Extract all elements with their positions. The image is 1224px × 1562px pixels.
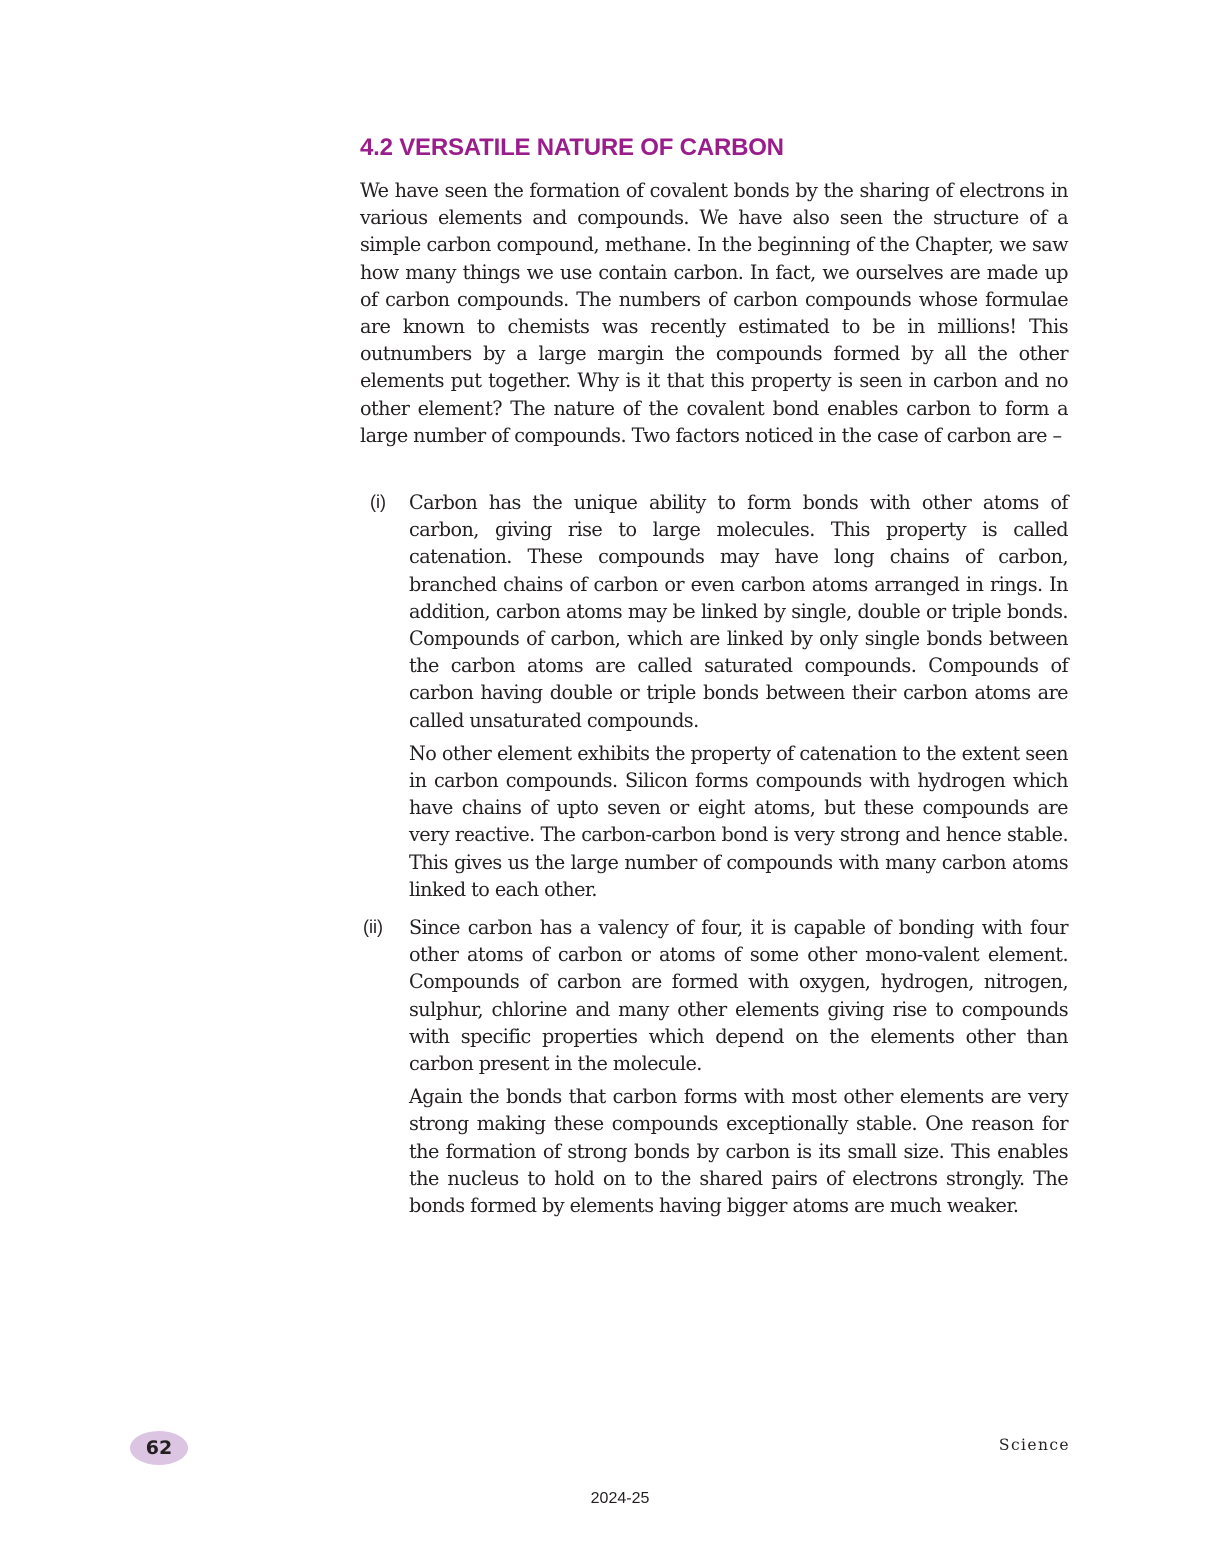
page-number: 62 [145, 1437, 173, 1459]
factor-body [409, 914, 1068, 1219]
factor-item-ii [360, 914, 1068, 1219]
page-number-badge [130, 1431, 188, 1465]
section-heading: 4.2 VERSATILE NATURE OF CARBON [360, 134, 784, 161]
factor-body [409, 489, 1068, 903]
list-marker: (i) [370, 492, 386, 512]
factor-paragraph: No other element exhibits the property of catenation to the extent seen in carbon compounds. Silicon forms compounds with hydrogen which have chains of upto seven or eight atoms, but these compounds are very reactive. The carbon-carbon bond is very strong and hence stable. This gives us the large number of compounds with many carbon atoms linked to each other. [409, 741, 1068, 901]
factor-paragraph: Since carbon has a valency of four, it is capable of bonding with four other atoms of carbon or atoms of some other mono-valent element. Compounds of carbon are formed with oxygen, hydrogen, nitrogen, sulphur, chlorine and many other elements giving rise to compounds with specific properties which depend on the elements other than carbon present in the molecule. [409, 916, 1068, 1076]
intro-paragraph: We have seen the formation of covalent bonds by the sharing of electrons in various elements and compounds. We have also seen the structure of a simple carbon compound, methane. In the beginning of the Chapter, we saw how many things we use contain carbon. In fact, we ourselves are made up of carbon compounds. The numbers of carbon compounds whose formulae are known to chemists was recently estimated to be in millions! This outnumbers by a large margin the compounds formed by all the other elements put together. Why is it that this property is seen in carbon and no other element? The nature of the covalent bond enables carbon to form a large number of compounds. Two factors noticed in the case of carbon are – [360, 179, 1068, 447]
factor-paragraph: Again the bonds that carbon forms with most other elements are very strong making these compounds exceptionally stable. One reason for the formation of strong bonds by carbon is its small size. This enables the nucleus to hold on to the shared pairs of electrons strongly. The bonds formed by elements having bigger atoms are much weaker. [409, 1085, 1068, 1218]
list-marker: (ii) [363, 917, 383, 937]
factor-item-i [360, 489, 1068, 903]
factor-paragraph: Carbon has the unique ability to form bonds with other atoms of carbon, giving rise to large molecules. This property is called catenation. These compounds may have long chains of carbon, branched chains of carbon or even carbon atoms arranged in rings. In addition, carbon atoms may be linked by single, double or triple bonds. Compounds of carbon, which are linked by only single bonds between the carbon atoms are called saturated compounds. Compounds of carbon having double or triple bonds between their carbon atoms are called unsaturated compounds. [409, 491, 1068, 732]
edition-year: 2024-25 [590, 1490, 650, 1507]
subject-label: Science [998, 1436, 1070, 1454]
